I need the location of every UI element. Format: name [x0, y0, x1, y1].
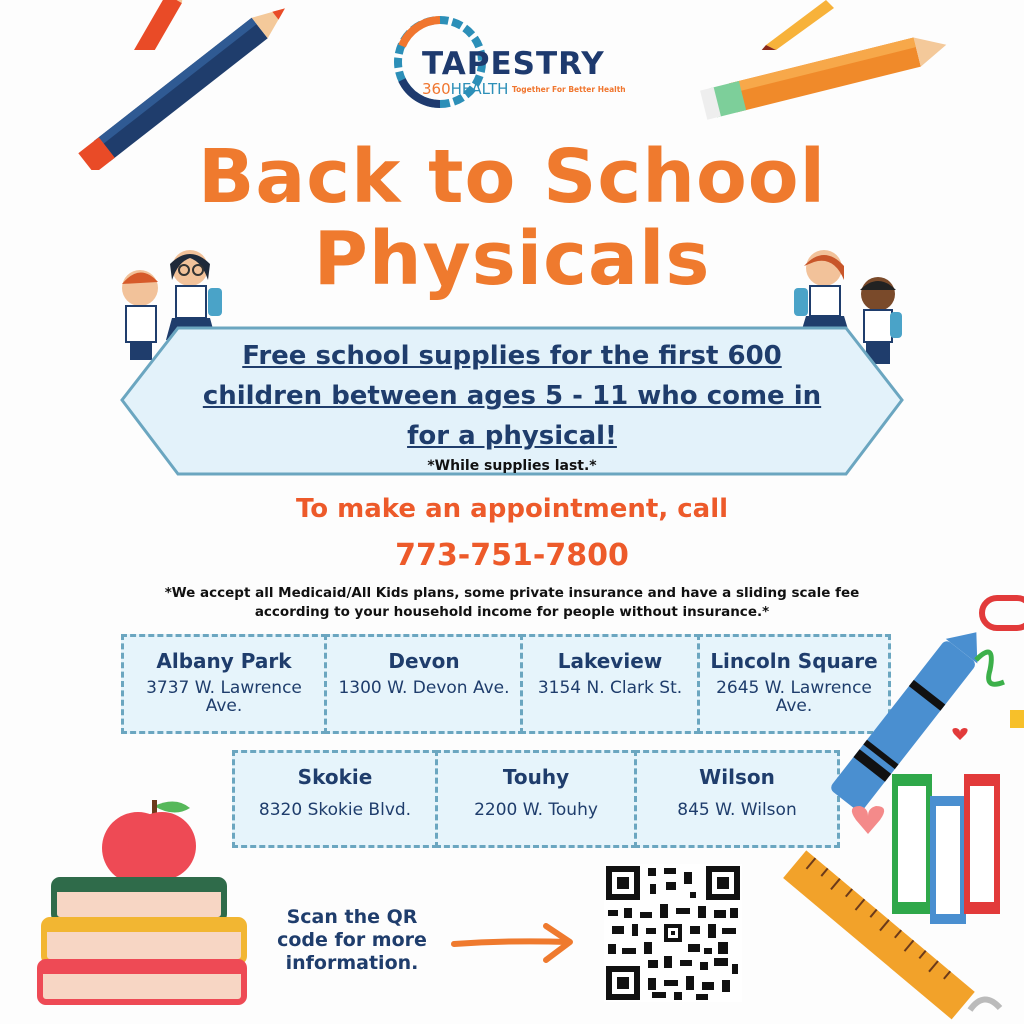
logo-tagline: Together For Better Health — [512, 85, 626, 94]
qr-prompt: Scan the QR code for more information. — [277, 906, 427, 974]
location-card-albany-park — [121, 634, 327, 734]
pencil-illustration-top-left — [120, 0, 200, 50]
school-supplies-illustration — [770, 590, 1024, 1024]
location-card-lakeview — [520, 634, 700, 734]
location-name: Devon — [388, 649, 460, 673]
location-name: Albany Park — [156, 649, 292, 673]
location-name: Wilson — [699, 765, 775, 789]
page-title-line1: Back to School — [197, 134, 827, 220]
banner-note: *While supplies last.* — [427, 458, 597, 474]
arrow-right-icon — [450, 920, 580, 966]
logo-sub — [422, 80, 508, 98]
logo-number: 360 — [422, 80, 451, 98]
appointment-label: To make an appointment, call — [295, 494, 729, 524]
location-address: 8320 Skokie Blvd. — [258, 800, 412, 820]
location-name: Skokie — [297, 765, 373, 789]
location-address: 3737 W. Lawrence Ave. — [146, 678, 302, 716]
pencil-illustration-top-right — [756, 0, 836, 50]
banner-headline: Free school supplies for the first 600 children between ages 5 - 11 who come in for a physical! — [202, 341, 822, 451]
logo-word: HEALTH — [450, 80, 509, 98]
location-address: 2645 W. Lawrence Ave. — [716, 678, 872, 716]
insurance-note: *We accept all Medicaid/All Kids plans, some private insurance and have a sliding scale fee according to your household income for people without insurance.* — [164, 585, 860, 620]
location-card-touhy — [435, 750, 637, 848]
books-apple-illustration — [36, 796, 256, 1008]
tapestry-logo — [388, 10, 638, 110]
location-card-devon — [324, 634, 524, 734]
location-card-skokie — [232, 750, 438, 848]
phone-number[interactable]: 773-751-7800 — [395, 538, 629, 573]
qr-code[interactable] — [604, 864, 742, 1002]
location-address: 1300 W. Devon Ave. — [338, 678, 510, 698]
logo-name: TAPESTRY — [422, 46, 605, 82]
location-address: 845 W. Wilson — [677, 800, 797, 820]
location-address: 2200 W. Touhy — [474, 800, 598, 820]
location-address: 3154 N. Clark St. — [537, 678, 683, 698]
location-name: Lincoln Square — [710, 649, 878, 673]
page-title-line2: Physicals — [313, 216, 711, 302]
location-name: Touhy — [502, 765, 570, 789]
location-name: Lakeview — [557, 649, 663, 673]
